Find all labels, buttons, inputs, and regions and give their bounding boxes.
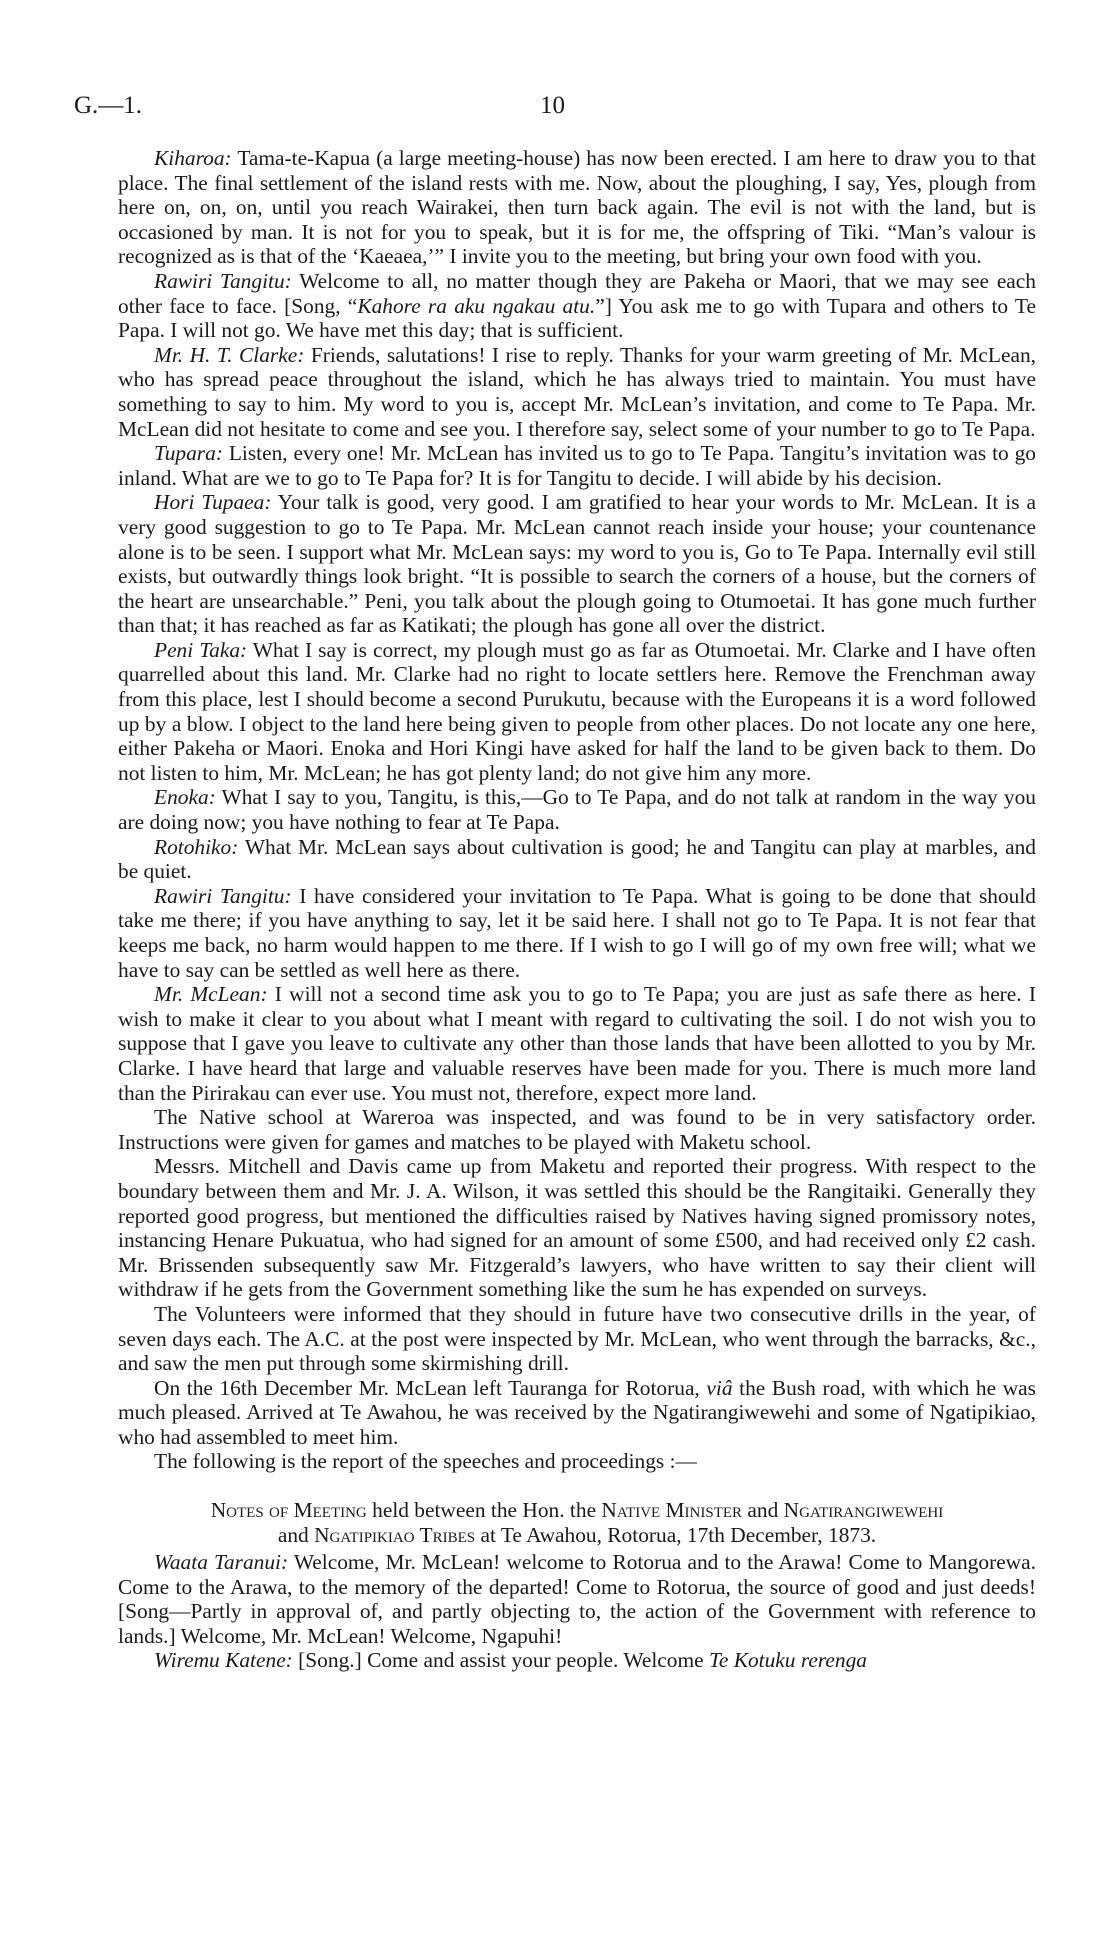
speaker-name: Tupara: (154, 441, 223, 466)
heading-word: Ngatipikiao Tribes (314, 1523, 476, 1548)
heading-word: and (747, 1498, 779, 1523)
speaker-name: Rawiri Tangitu: (154, 268, 292, 293)
song-title: Te Kotuku rerenga (708, 1648, 867, 1673)
heading-word: Ngatirangiwewehi (783, 1498, 944, 1523)
heading-word: at Te Awahou, Rotorua, 17th December, 1873. (480, 1523, 877, 1548)
paragraph (118, 982, 1036, 1105)
paragraph-text: I will not a second time ask you to go to Te Papa; you are just as safe there as here. I wish to make it clear to you about what I meant with regard to cultivating the soil. I do not wish you to suppose that I gave you leave to cultivate any other than those lands that have been allotted to you by Mr. Clarke. I have heard that large and valuable reserves have been made for you. There is much more land than the Pirirakau can ever use. You must not, therefore, expect more land. (118, 982, 1037, 1105)
paragraph-text: The Volunteers were informed that they should in future have two consecutive drills in the year, of seven days each. The A.C. at the post were inspected by Mr. McLean, who went through the barracks, &c., and saw the men put through some skirmishing drill. (118, 1301, 1036, 1376)
notes-heading (118, 1498, 1036, 1548)
paragraph (118, 269, 1036, 343)
heading-word: Meeting (293, 1498, 367, 1523)
heading-word: and (277, 1523, 309, 1548)
paragraph (118, 1550, 1036, 1648)
paragraph (118, 490, 1036, 638)
paragraph-text: What I say is correct, my plough must go as far as Otumoetai. Mr. Clarke and I have often quarrelled about this land. Mr. Clarke had no right to locate settlers here. Remove the Frenchman away from this place, lest I should become a second Purukutu, because with the Europeans it is a word followed up by a blow. I object to the land here being given to people from other places. Do not locate any one here, either Pakeha or Maori. Enoka and Hori Kingi have asked for half the land to be given back to them. Do not listen to him, Mr. McLean; he has got plenty land; do not give him any more. (118, 637, 1036, 785)
paragraph-text: Friends, salutations! I rise to reply. Thanks for your warm greeting of Mr. McLean, who has spread peace throughout the island, which he has always tried to maintain. You must have something to say to him. My word to you is, accept Mr. McLean’s invitation, and come to Te Papa. Mr. McLean did not hesitate to come and see you. I therefore say, select some of your number to go to Te Papa. (118, 342, 1036, 441)
speaker-name: Mr. McLean: (154, 982, 268, 1007)
paragraph (118, 1449, 1036, 1474)
page-number: 10 (540, 92, 565, 119)
speaker-name: Rawiri Tangitu: (154, 883, 292, 908)
page-header (74, 92, 1040, 122)
paragraph (118, 1105, 1036, 1154)
paragraph (118, 343, 1036, 441)
paragraph-text: What Mr. McLean says about cultivation is good; he and Tangitu can play at marbles, and be quiet. (118, 834, 1036, 884)
paragraph (118, 1154, 1036, 1302)
speaker-name: Hori Tupaea: (154, 490, 272, 515)
paragraph-text: ”] You ask me to go with Tupara and others to Te Papa. I will not go. We have met this day; that is sufficient. (118, 293, 1036, 343)
paragraph-text: the Bush road, with which he was much pleased. Arrived at Te Awahou, he was received by the Ngatirangiwewehi and some of Ngatipikiao, who had assembled to meet him. (118, 1375, 1036, 1449)
paragraph (118, 441, 1036, 490)
paragraph (118, 638, 1036, 786)
paragraph-text: I have considered your invitation to Te Papa. What is going to be done that should take me there; if you have anything to say, let it be said here. I shall not go to Te Papa. It is not fear that keeps me back, no harm would happen to me there. If I wish to go I will go of my own free will; what we have to say can be settled as well here as there. (118, 883, 1036, 982)
paragraph-text: The Native school at Wareroa was inspected, and was found to be in very satisfactory order. Instructions were given for games and matches to be played with Maketu school. (118, 1105, 1036, 1154)
speaker-name: Mr. H. T. Clarke: (154, 342, 305, 367)
speaker-name: Peni Taka: (154, 637, 248, 662)
paragraph-text: What I say to you, Tangitu, is this,—Go to Te Papa, and do not talk at random in the way you are doing now; you have nothing to fear at Te Papa. (118, 785, 1036, 835)
heading-word: held between the Hon. the (372, 1498, 597, 1523)
heading-word: Notes (210, 1498, 264, 1523)
paragraph (118, 884, 1036, 982)
paragraph (118, 1302, 1036, 1376)
document-reference: G.—1. (74, 92, 143, 119)
paragraph (118, 785, 1036, 834)
paragraph-text: Your talk is good, very good. I am gratified to hear your words to Mr. McLean. It is a very good suggestion to go to Te Papa. Mr. McLean cannot reach inside your house; your countenance alone is to be seen. I support what Mr. McLean says: my word to you is, Go to Te Papa. Internally evil still exists, but outwardly things look bright. “It is possible to search the corners of a house, but the corners of the heart are unsearchable.” Peni, you talk about the plough going to Otumoetai. It has gone much further than that; it has reached as far as Katikati; the plough has gone all over the district. (118, 490, 1036, 638)
heading-word: of (269, 1498, 289, 1523)
paragraph-text: The following is the report of the speeches and proceedings :— (154, 1449, 697, 1474)
speaker-name: Rotohiko: (154, 834, 239, 859)
speaker-name: Wiremu Katene: (154, 1648, 293, 1673)
song-title: Kahore ra aku ngakau atu. (357, 293, 596, 318)
paragraph (118, 1648, 1036, 1673)
speaker-name: Waata Taranui: (154, 1550, 289, 1575)
paragraph-text: Listen, every one! Mr. McLean has invited us to go to Te Papa. Tangitu’s invitation was to go inland. What are we to go to Te Papa for? It is for Tangitu to decide. I will abide by his decision. (118, 441, 1036, 490)
paragraph-text: Tama-te-Kapua (a large meeting-house) has now been erected. I am here to draw you to that place. The final settlement of the island rests with me. Now, about the ploughing, I say, Yes, plough from here on, on, on, until you reach Wairakei, then turn back again. The evil is not with the land, but is occasioned by man. It is not for you to speak, but it is for me, the offspring of Tiki. “Man’s valour is recognized as is that of the ‘Kaeaea,’” I invite you to the meeting, but bring your own food with you. (118, 146, 1036, 269)
paragraph-text: [Song.] Come and assist your people. Welcome (292, 1648, 709, 1673)
paragraph (118, 146, 1036, 269)
speaker-name: Kiharoa: (154, 146, 232, 170)
paragraph (118, 1376, 1036, 1450)
paragraph-text: On the 16th December Mr. McLean left Tauranga for Rotorua, (154, 1375, 707, 1400)
speaker-name: Enoka: (154, 785, 216, 810)
paragraph-text: Welcome, Mr. McLean! welcome to Rotorua and to the Arawa! Come to Mangorewa. Come to the Arawa, to the memory of the departed! Come to Rotorua, the source of good and just deeds! [Song—Partly in approval of, and partly objecting to, the action of the Government with reference to lands.] Welcome, Mr. McLean! Welcome, Ngapuhi! (118, 1550, 1036, 1648)
heading-word: Native Minister (601, 1498, 743, 1523)
paragraph-text: Messrs. Mitchell and Davis came up from Maketu and reported their progress. With respect to the boundary between them and Mr. J. A. Wilson, it was settled this should be the Rangitaiki. Generally they reported good progress, but mentioned the difficulties raised by Natives having signed promissory notes, instancing Henare Pukuatua, who had signed for an amount of some £500, and had received only £2 cash. Mr. Brissenden subsequently saw Mr. Fitzgerald’s lawyers, who have written to say their client will withdraw if he gets from the Government something like the sum he has expended on surveys. (118, 1154, 1036, 1302)
document-body (118, 146, 1036, 1673)
paragraph-text: Welcome to all, no matter though they are Pakeha or Maori, that we may see each other face to face. [Song, “ (118, 268, 1036, 318)
via-word: viâ (706, 1375, 733, 1400)
paragraph (118, 835, 1036, 884)
